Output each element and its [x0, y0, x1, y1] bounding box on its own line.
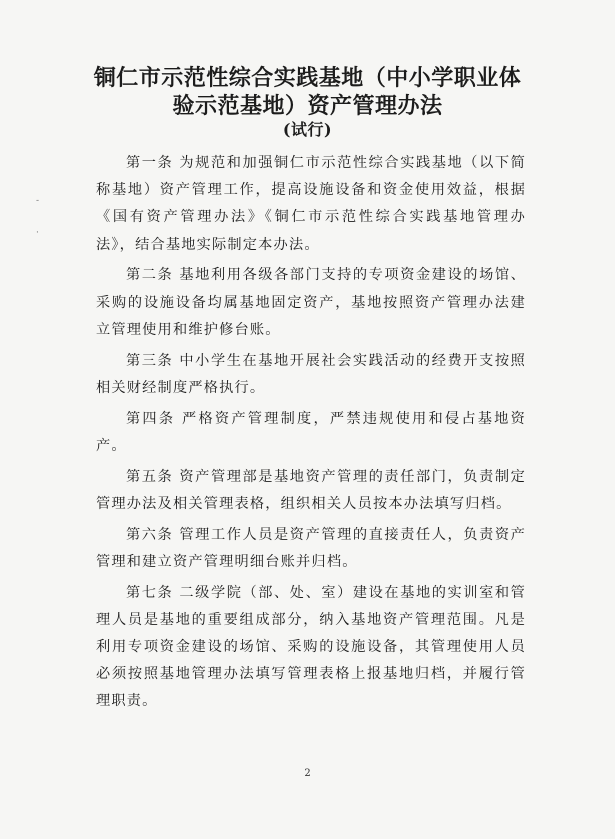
- scan-mark: ·: [36, 228, 39, 238]
- article-5: 第五条 资产管理部是基地资产管理的责任部门，负责制定管理办法及相关管理表格，组织相关人员按本办法填写归档。: [96, 468, 526, 512]
- document-title-line-1: 铜仁市示范性综合实践基地（中小学职业体: [93, 65, 522, 91]
- article-7: 第七条 二级学院（部、处、室）建设在基地的实训室和管理人员是基地的重要组成部分，纳入基地资产管理范围。凡是利用专项资金建设的场馆、采购的设施设备，其管理使用人员必须按照基地管理办法填写管理表格上报基地归档，并履行管理职责。: [96, 584, 526, 710]
- article-3: 第三条 中小学生在基地开展社会实践活动的经费开支按照相关财经制度严格执行。: [96, 352, 526, 396]
- article-1: 第一条 为规范和加强铜仁市示范性综合实践基地（以下简称基地）资产管理工作，提高设施设备和资金使用效益，根据《国有资产管理办法》《铜仁市示范性综合实践基地管理办法》，结合基地实际制定本办法。: [96, 155, 526, 253]
- document-title-trial: (试行): [282, 120, 333, 139]
- article-6: 第六条 管理工作人员是资产管理的直接责任人，负责资产管理和建立资产管理明细台账并归档。: [96, 526, 526, 570]
- document-body: [96, 150, 526, 719]
- page-number: 2: [304, 768, 311, 779]
- article-4: 第四条 严格资产管理制度，严禁违规使用和侵占基地资产。: [96, 410, 526, 454]
- document-title-line-2: 验示范基地）资产管理办法: [172, 93, 443, 119]
- article-2: 第二条 基地利用各级各部门支持的专项资金建设的场馆、采购的设施设备均属基地固定资产，基地按照资产管理办法建立管理使用和维护修台账。: [96, 267, 526, 338]
- scan-mark: -: [36, 196, 40, 206]
